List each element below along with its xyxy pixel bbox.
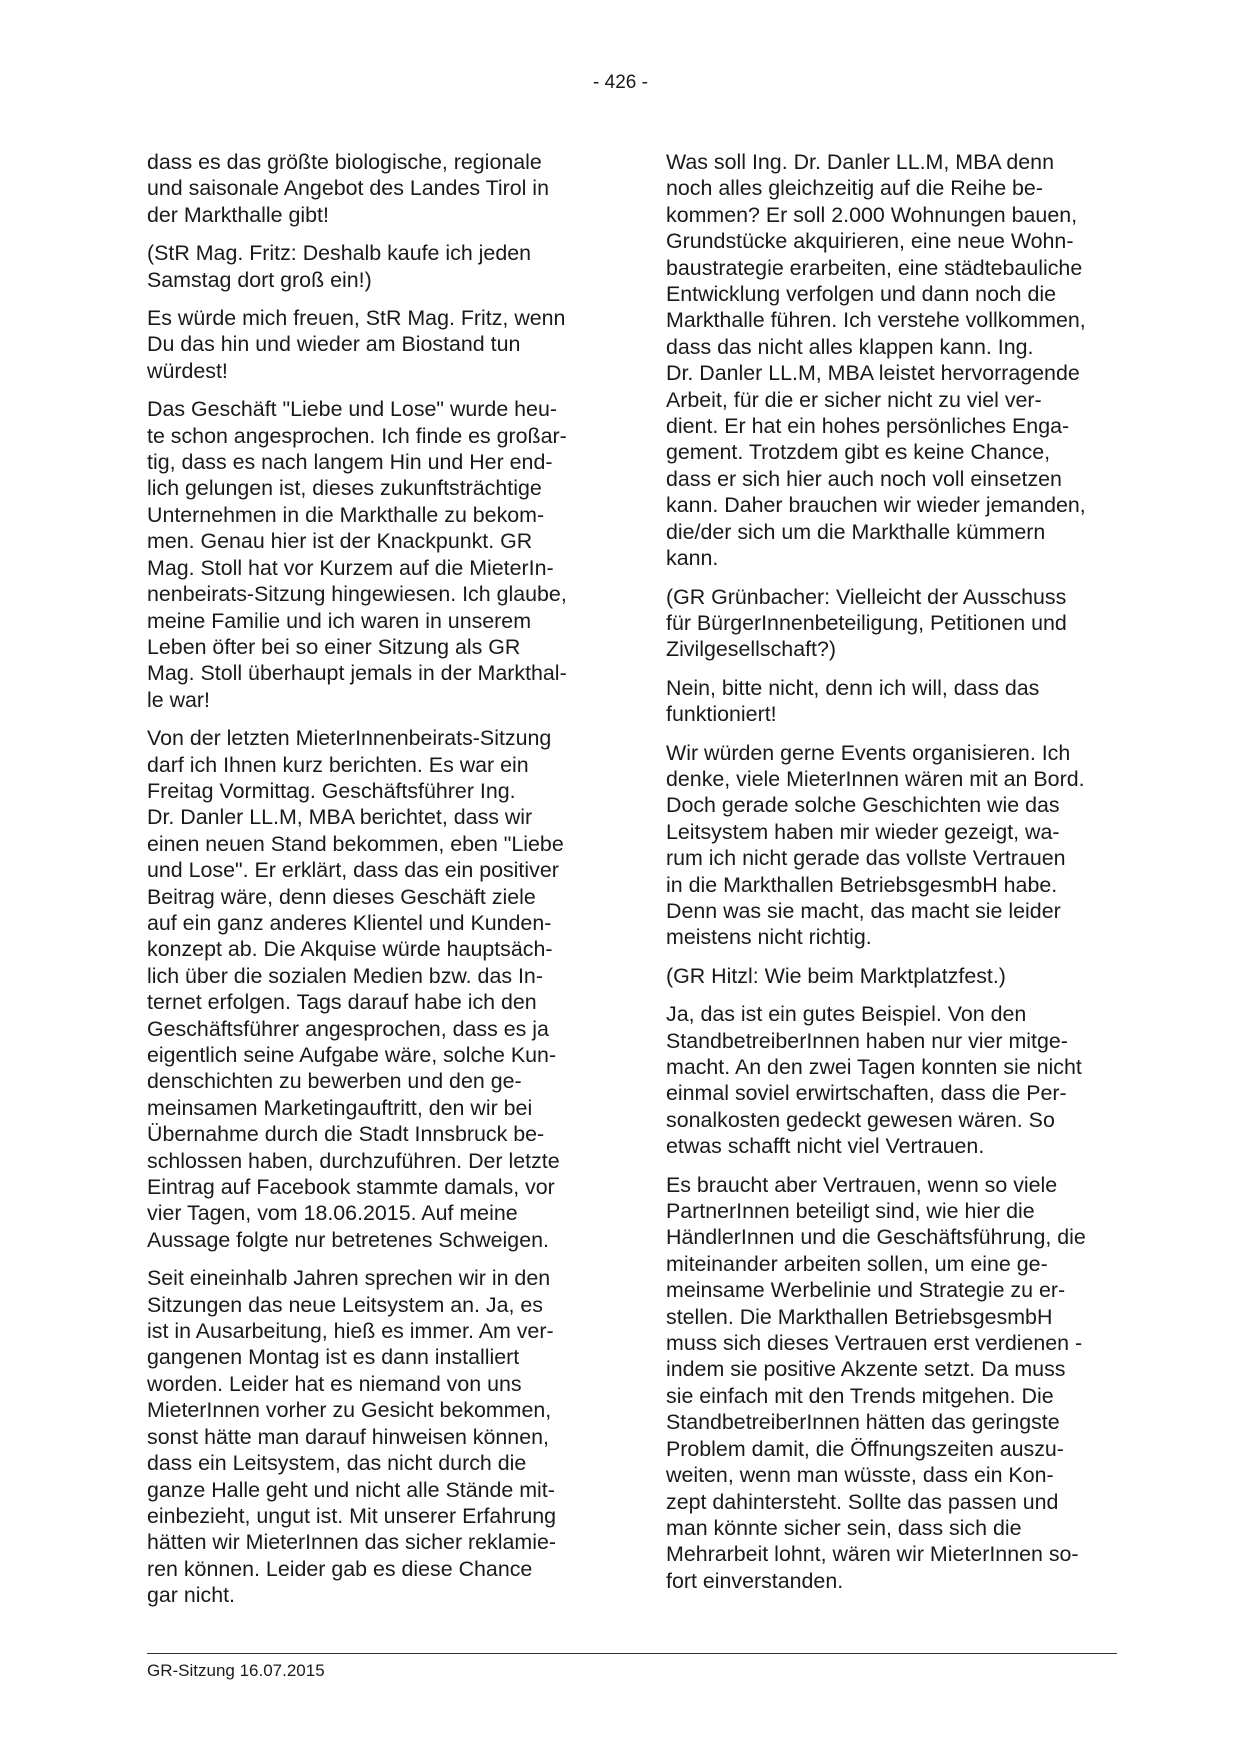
text-line: sonst hätte man darauf hinweisen können, (147, 1424, 549, 1449)
text-line: PartnerInnen beteiligt sind, wie hier die (666, 1199, 1035, 1224)
text-line: schlossen haben, durchzuführen. Der letzte (147, 1148, 560, 1173)
text-line: Doch gerade solche Geschichten wie das (666, 793, 1060, 818)
text-line: kommen? Er soll 2.000 Wohnungen bauen, (666, 202, 1078, 227)
text-line: Sitzungen das neue Leitsystem an. Ja, es (147, 1292, 543, 1317)
page-number: - 426 - (593, 72, 648, 93)
text-line: Samstag dort groß ein!) (147, 267, 372, 292)
text-line: meistens nicht richtig. (666, 925, 872, 950)
paragraph (666, 1001, 1124, 1159)
text-line: einmal soviel erwirtschaften, dass die Per- (666, 1081, 1067, 1106)
text-line: in die Markthallen BetriebsgesmbH habe. (666, 872, 1058, 897)
text-line: Leitsystem haben mir wieder gezeigt, wa- (666, 819, 1060, 844)
text-line: die/der sich um die Markthalle kümmern (666, 519, 1046, 544)
text-line: ist in Ausarbeitung, hieß es immer. Am ver- (147, 1319, 554, 1344)
text-line: tig, dass es nach langem Hin und Her end- (147, 450, 553, 475)
text-line: rum ich nicht gerade das vollste Vertrauen (666, 846, 1066, 871)
paragraph (147, 396, 605, 713)
text-line: ren können. Leider gab es diese Chance (147, 1556, 533, 1581)
text-line: dass er sich hier auch noch voll einsetzen (666, 466, 1062, 491)
text-line: te schon angesprochen. Ich finde es großar- (147, 423, 567, 448)
text-line: Eintrag auf Facebook stammte damals, vor (147, 1175, 555, 1200)
paragraph (666, 963, 1124, 989)
text-line: Aussage folgte nur betretenes Schweigen. (147, 1227, 549, 1252)
text-line: macht. An den zwei Tagen konnten sie nicht (666, 1055, 1082, 1079)
text-line: le war! (147, 687, 211, 712)
text-line: Dr. Danler LL.M, MBA berichtet, dass wir (147, 805, 533, 830)
text-line: funktioniert! (666, 702, 777, 727)
text-line: lich über die sozialen Medien bzw. das In- (147, 963, 543, 988)
text-line: MieterInnen vorher zu Gesicht bekommen, (147, 1398, 552, 1423)
paragraph (666, 675, 1124, 728)
paragraph (666, 149, 1124, 572)
text-line: baustrategie erarbeiten, eine städtebauliche (666, 255, 1083, 280)
text-line: StandbetreiberInnen haben nur vier mitge- (666, 1028, 1068, 1053)
text-line: indem sie positive Akzente setzt. Da muss (666, 1357, 1066, 1382)
text-line: kann. (666, 546, 719, 571)
paragraph (147, 725, 605, 1253)
text-line: Zivilgesellschaft?) (666, 637, 836, 662)
text-line: würdest! (147, 358, 228, 383)
text-line: dass ein Leitsystem, das nicht durch die (147, 1451, 527, 1476)
text-line: einbezieht, ungut ist. Mit unserer Erfahrung (147, 1503, 557, 1528)
footer-text: GR-Sitzung 16.07.2015 (147, 1661, 325, 1680)
text-line: konzept ab. Die Akquise würde hauptsäch- (147, 937, 553, 962)
text-line: Seit eineinhalb Jahren sprechen wir in den (147, 1266, 551, 1291)
text-line: men. Genau hier ist der Knackpunkt. GR (147, 529, 533, 554)
text-line: stellen. Die Markthallen BetriebsgesmbH (666, 1304, 1053, 1329)
text-line: denke, viele MieterInnen wären mit an Bord. (666, 766, 1085, 791)
text-line: Ja, das ist ein gutes Beispiel. Von den (666, 1002, 1027, 1027)
text-line: Denn was sie macht, das macht sie leider (666, 898, 1061, 923)
text-line: und Lose". Er erklärt, dass das ein positiver (147, 858, 559, 883)
text-line: dass es das größte biologische, regionale (147, 150, 542, 174)
text-line: lich gelungen ist, dieses zukunftsträchtige (147, 476, 542, 501)
text-line: Du das hin und wieder am Biostand tun (147, 332, 521, 357)
text-line: kann. Daher brauchen wir wieder jemanden, (666, 493, 1086, 518)
text-line: ternet erfolgen. Tags darauf habe ich den (147, 990, 537, 1015)
text-line: Arbeit, für die er sicher nicht zu viel ver- (666, 387, 1042, 412)
text-line: HändlerInnen und die Geschäftsführung, die (666, 1225, 1086, 1250)
text-line: man könnte sicher sein, dass sich die (666, 1515, 1022, 1540)
text-line: einen neuen Stand bekommen, eben "Liebe (147, 831, 564, 856)
text-line: dass das nicht alles klappen kann. Ing. (666, 334, 1034, 359)
text-line: meine Familie und ich waren in unserem (147, 608, 532, 633)
text-line: der Markthalle gibt! (147, 202, 329, 227)
text-line: muss sich dieses Vertrauen erst verdienen - (666, 1331, 1083, 1356)
text-line: Problem damit, die Öffnungszeiten auszu- (666, 1436, 1064, 1461)
paragraph (147, 240, 605, 293)
text-line: sonalkosten gedeckt gewesen wären. So (666, 1107, 1055, 1132)
paragraph (147, 1265, 605, 1608)
text-line: Von der letzten MieterInnenbeirats-Sitzung (147, 726, 552, 751)
text-line: Freitag Vormittag. Geschäftsführer Ing. (147, 778, 516, 803)
left-column (147, 149, 605, 1621)
text-line: Mag. Stoll überhaupt jemals in der Markthal- (147, 661, 567, 686)
text-line: (GR Grünbacher: Vielleicht der Ausschuss (666, 584, 1067, 609)
text-line: Grundstücke akquirieren, eine neue Wohn- (666, 229, 1074, 254)
text-line: gar nicht. (147, 1583, 235, 1608)
text-line: Unternehmen in die Markthalle zu bekom- (147, 502, 545, 527)
text-line: hätten wir MieterInnen das sicher reklamie- (147, 1530, 556, 1555)
text-line: zept dahintersteht. Sollte das passen und (666, 1489, 1059, 1514)
text-line: gement. Trotzdem gibt es keine Chance, (666, 440, 1051, 465)
paragraph (147, 149, 605, 228)
text-line: denschichten zu bewerben und den ge- (147, 1069, 522, 1094)
paragraph (666, 1172, 1124, 1595)
text-line: eigentlich seine Aufgabe wäre, solche Kun- (147, 1043, 557, 1067)
text-line: Mag. Stoll hat vor Kurzem auf die MieterIn- (147, 555, 554, 580)
text-line: Das Geschäft "Liebe und Lose" wurde heu- (147, 397, 557, 422)
footer-divider (147, 1653, 1117, 1654)
text-line: Es würde mich freuen, StR Mag. Fritz, wenn (147, 306, 566, 331)
right-column (666, 149, 1124, 1606)
text-line: Übernahme durch die Stadt Innsbruck be- (147, 1122, 545, 1147)
text-line: auf ein ganz anderes Klientel und Kunden- (147, 910, 552, 935)
text-line: meinsamen Marketingauftritt, den wir bei (147, 1095, 533, 1120)
text-line: worden. Leider hat es niemand von uns (147, 1371, 522, 1396)
text-line: für BürgerInnenbeteiligung, Petitionen und (666, 610, 1067, 635)
text-line: und saisonale Angebot des Landes Tirol in (147, 176, 549, 201)
text-line: (StR Mag. Fritz: Deshalb kaufe ich jeden (147, 241, 532, 266)
text-line: miteinander arbeiten sollen, um eine ge- (666, 1251, 1048, 1276)
text-line: Was soll Ing. Dr. Danler LL.M, MBA denn (666, 150, 1054, 174)
text-line: vier Tagen, vom 18.06.2015. Auf meine (147, 1201, 518, 1226)
text-line: Entwicklung verfolgen und dann noch die (666, 282, 1057, 307)
text-line: (GR Hitzl: Wie beim Marktplatzfest.) (666, 963, 1006, 988)
paragraph (666, 740, 1124, 951)
text-line: Mehrarbeit lohnt, wären wir MieterInnen so- (666, 1542, 1079, 1567)
text-line: Es braucht aber Vertrauen, wenn so viele (666, 1172, 1058, 1197)
text-line: Beitrag wäre, denn dieses Geschäft ziele (147, 884, 536, 909)
text-line: darf ich Ihnen kurz berichten. Es war ein (147, 752, 529, 777)
text-line: Nein, bitte nicht, denn ich will, dass das (666, 675, 1040, 700)
text-line: fort einverstanden. (666, 1568, 844, 1593)
paragraph (666, 584, 1124, 663)
text-line: nenbeirats-Sitzung hingewiesen. Ich glaube, (147, 582, 567, 607)
text-line: weiten, wenn man wüsste, dass ein Kon- (666, 1463, 1054, 1488)
text-line: etwas schafft nicht viel Vertrauen. (666, 1134, 985, 1159)
text-line: meinsame Werbelinie und Strategie zu er- (666, 1278, 1066, 1303)
text-line: Wir würden gerne Events organisieren. Ich (666, 740, 1071, 765)
text-line: StandbetreiberInnen hätten das geringste (666, 1410, 1060, 1435)
paragraph (147, 305, 605, 384)
text-line: gangenen Montag ist es dann installiert (147, 1345, 520, 1370)
text-line: dient. Er hat ein hohes persönliches Enga- (666, 414, 1070, 439)
text-line: noch alles gleichzeitig auf die Reihe be- (666, 176, 1043, 201)
text-line: sie einfach mit den Trends mitgehen. Die (666, 1383, 1054, 1408)
text-line: ganze Halle geht und nicht alle Stände mit- (147, 1477, 555, 1502)
text-line: Geschäftsführer angesprochen, dass es ja (147, 1016, 549, 1041)
text-line: Markthalle führen. Ich verstehe vollkommen, (666, 308, 1086, 333)
text-line: Dr. Danler LL.M, MBA leistet hervorragende (666, 361, 1080, 386)
text-line: Leben öfter bei so einer Sitzung als GR (147, 634, 521, 659)
